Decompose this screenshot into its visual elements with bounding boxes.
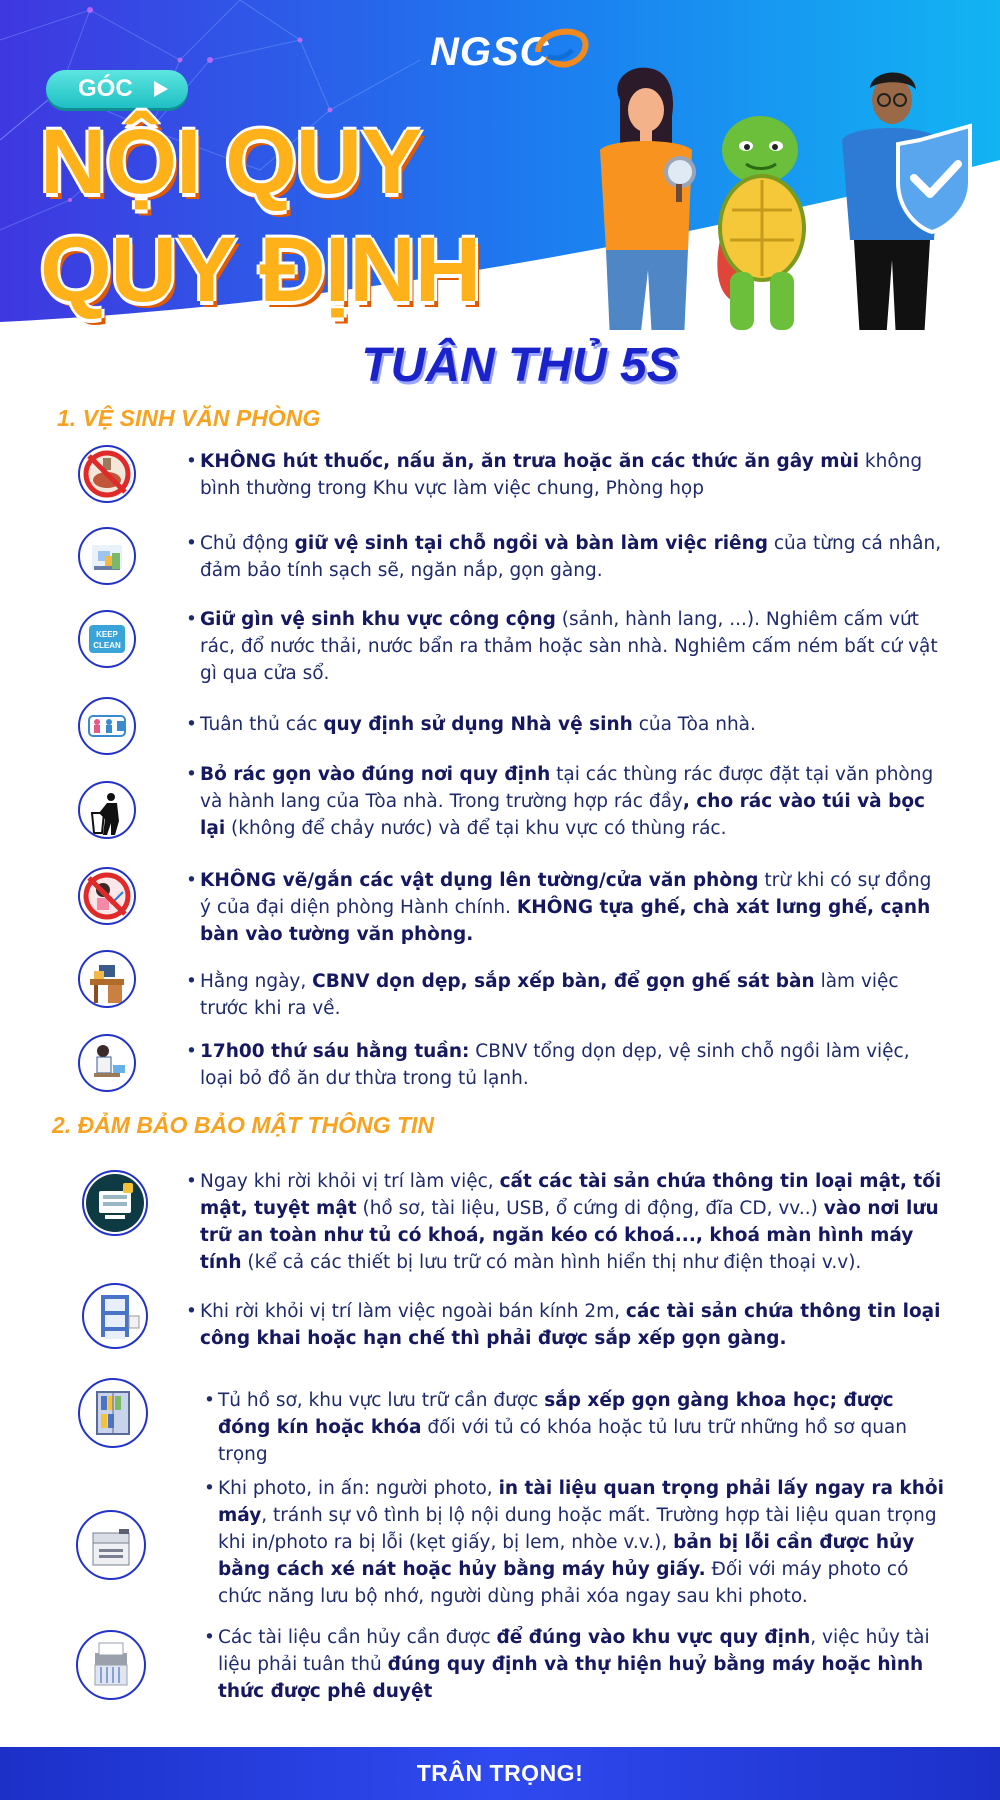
rule-text — [186, 711, 944, 738]
rule-icon-circle — [78, 781, 136, 839]
rule-text — [186, 968, 944, 1022]
rule-text-normal: Đối với máy photo có chức năng lưu bộ nhớ, người dùng phải xóa ngay sau khi photo. — [218, 1559, 909, 1607]
woman-with-magnifier-icon — [600, 68, 694, 330]
toilet-sign-icon — [80, 699, 134, 753]
rule-text — [186, 1168, 944, 1276]
rule-text-bold: các tài sản chứa thông tin loại công khai hoặc hạn chế thì phải được sắp xếp gọn gàng. — [200, 1301, 941, 1349]
rule-icon-circle — [78, 610, 136, 668]
bullet-icon: • — [186, 971, 197, 992]
person-cleaning-icon — [80, 1036, 134, 1090]
rule-text-normal: tại các thùng rác được đặt tại văn phòng và hành lang của Tòa nhà. Trong trường hợp rác đầy — [200, 764, 934, 812]
bullet-icon: • — [186, 609, 197, 630]
rule-icon-circle — [76, 1510, 146, 1580]
rule-text — [204, 1475, 946, 1610]
photocopier-icon — [78, 1512, 144, 1578]
no-smoking-food-icon — [80, 447, 134, 501]
rule-text-bold: 17h00 thứ sáu hằng tuần: — [200, 1041, 470, 1062]
rule-text-normal: Các tài liệu cần hủy cần được — [218, 1627, 497, 1648]
office-desk-icon — [80, 952, 134, 1006]
rule-text — [186, 867, 944, 948]
rule-text — [186, 761, 944, 842]
rule-icon-circle — [78, 527, 136, 585]
rule-text-bold: , cho rác vào túi và bọc lại — [200, 791, 926, 839]
rule-text-normal: (kể cả các thiết bị lưu trữ có màn hình hiển thị như điện thoại v.v). — [241, 1252, 862, 1273]
play-triangle-icon — [154, 81, 168, 97]
rule-icon-circle — [78, 445, 136, 503]
rule-text-normal: của từng cá nhân, đảm bảo tính sạch sẽ, ngăn nắp, gọn gàng. — [200, 533, 942, 581]
rule-text-bold: KHÔNG vẽ/gắn các vật dụng lên tường/cửa văn phòng — [200, 870, 759, 891]
rule-text-normal: làm việc trước khi ra về. — [200, 971, 899, 1019]
rule-text-bold: để đúng vào khu vực quy định — [496, 1627, 811, 1648]
bullet-icon: • — [204, 1478, 215, 1499]
rule-text-normal: , tránh sự vô tình bị lộ nội dung hoặc mất. Trường hợp tài liệu quan trọng khi in/photo ra bị lỗi (kẹt giấy, bị lem, nhòe v.v.), — [218, 1505, 937, 1553]
trash-disposal-icon — [80, 783, 134, 837]
rule-text-bold: KHÔNG hút thuốc, nấu ăn, ăn trưa hoặc ăn các thức ăn gây mùi — [200, 451, 860, 472]
rule-text-normal: Khi rời khỏi vị trí làm việc ngoài bán kính 2m, — [200, 1301, 626, 1322]
footer-banner — [0, 1747, 1000, 1800]
rule-text-bold: giữ vệ sinh tại chỗ ngồi và bàn làm việc riêng — [294, 533, 768, 554]
rule-text-normal: không bình thường trong Khu vực làm việc chung, Phòng họp — [200, 451, 923, 499]
rule-text-bold: vào nơi lưu trữ an toàn như tủ có khoá, ngăn kéo có khoá..., khoá màn hình máy tính — [200, 1198, 939, 1273]
rule-text — [204, 1387, 946, 1468]
rule-text-bold: sắp xếp gọn gàng khoa học; được đóng kín hoặc khóa — [218, 1390, 894, 1438]
bullet-icon: • — [204, 1627, 215, 1648]
rule-text-bold: in tài liệu quan trọng phải lấy ngay ra khỏi máy — [218, 1478, 944, 1526]
rule-icon-circle — [76, 1630, 146, 1700]
rule-text-normal: Ngay khi rời khỏi vị trí làm việc, — [200, 1171, 500, 1192]
paper-shredder-icon — [78, 1632, 144, 1698]
rule-text-bold: quy định sử dụng Nhà vệ sinh — [323, 714, 633, 735]
rule-text-normal: CBNV tổng dọn dẹp, vệ sinh chỗ ngồi làm việc, loại bỏ đồ ăn dư thừa trong tủ lạnh. — [200, 1041, 910, 1089]
svg-text:KEEP: KEEP — [96, 630, 118, 639]
page-title-line2: QUY ĐỊNH — [40, 219, 481, 321]
rule-text — [186, 606, 944, 687]
rule-icon-circle — [82, 1170, 148, 1236]
rule-icon-circle — [78, 697, 136, 755]
bullet-icon: • — [186, 451, 197, 472]
rule-text — [186, 1038, 944, 1092]
rule-text-normal: (không để chảy nước) và để tại khu vực có thùng rác. — [225, 818, 727, 839]
turtle-mascot-icon — [717, 116, 804, 330]
bullet-icon: • — [186, 1301, 197, 1322]
bullet-icon: • — [186, 1041, 197, 1062]
rule-text — [186, 448, 944, 502]
mascot-illustration — [580, 60, 980, 330]
rule-text — [186, 1298, 944, 1352]
rule-text-normal: Chủ động — [200, 533, 295, 554]
rule-text-normal: Hằng ngày, — [200, 971, 313, 992]
rule-icon-circle — [78, 950, 136, 1008]
ngsc-logo: NGSC — [430, 30, 550, 74]
no-wall-drawing-icon — [80, 869, 134, 923]
desk-workspace-icon — [80, 529, 134, 583]
bookshelf-cabinet-icon — [80, 1380, 146, 1446]
rule-icon-circle — [78, 1378, 148, 1448]
bullet-icon: • — [204, 1390, 215, 1411]
rule-text-bold: CBNV dọn dẹp, sắp xếp bàn, để gọn ghế sát bàn — [312, 971, 815, 992]
bullet-icon: • — [186, 714, 197, 735]
keep-clean-sign-icon — [80, 612, 134, 666]
rule-text-normal: trừ khi có sự đồng ý của đại diện phòng Hành chính. — [200, 870, 932, 918]
page-title-line1: NỘI QUY — [40, 111, 422, 213]
bullet-icon: • — [186, 764, 197, 785]
rule-text-normal: Khi photo, in ấn: người photo, — [218, 1478, 499, 1499]
rule-text — [186, 530, 944, 584]
rule-text-bold: Bỏ rác gọn vào đúng nơi quy định — [200, 764, 551, 785]
rule-text-bold: KHÔNG tựa ghế, chà xát lưng ghế, cạnh bàn vào tường văn phòng. — [200, 897, 931, 945]
section2-heading: 2. ĐẢM BẢO BẢO MẬT THÔNG TIN — [52, 1112, 435, 1138]
rule-text-bold: bản bị lỗi cần được hủy bằng cách xé nát hoặc hủy bằng máy hủy giấy. — [218, 1532, 915, 1580]
rule-text-normal: (hồ sơ, tài liệu, USB, ổ cứng di động, đĩa CD, vv..) — [356, 1198, 824, 1219]
man-with-shield-icon — [842, 73, 970, 331]
locked-computer-icon — [84, 1172, 146, 1234]
goc-badge — [46, 70, 188, 108]
bullet-icon: • — [186, 1171, 197, 1192]
rule-text-normal: Tủ hồ sơ, khu vực lưu trữ cần được — [218, 1390, 545, 1411]
rule-icon-circle — [78, 867, 136, 925]
header-banner — [0, 0, 1000, 330]
rule-icon-circle — [82, 1283, 148, 1349]
rule-text-bold: đúng quy định và thự hiện huỷ bằng máy hoặc hình thức được phê duyệt — [218, 1654, 924, 1702]
goc-badge-label: GÓC — [78, 75, 133, 102]
rule-text-normal: Tuân thủ các — [200, 714, 324, 735]
rule-text-normal: của Tòa nhà. — [632, 714, 756, 735]
svg-text:CLEAN: CLEAN — [93, 641, 121, 650]
rule-text-bold: cất các tài sản chứa thông tin loại mật, tối mật, tuyệt mật — [200, 1171, 942, 1219]
section1-heading: 1. VỆ SINH VĂN PHÒNG — [57, 405, 321, 431]
bullet-icon: • — [186, 533, 197, 554]
filing-cabinet-icon — [84, 1285, 146, 1347]
rule-text — [204, 1624, 946, 1705]
bullet-icon: • — [186, 870, 197, 891]
rule-text-normal: , việc hủy tài liệu phải tuân thủ — [218, 1627, 930, 1675]
rule-icon-circle — [78, 1034, 136, 1092]
subtitle: TUÂN THỦ 5S — [361, 339, 679, 392]
rule-text-normal: đối với tủ có khóa hoặc tủ lưu trữ những hồ sơ quan trọng — [218, 1417, 907, 1465]
footer-text: TRÂN TRỌNG! — [416, 1760, 584, 1786]
rule-text-normal: (sảnh, hành lang, ...). Nghiêm cấm vứt rác, đổ nước thải, nước bẩn ra thảm hoặc sàn nhà. Nghiêm cấm ném bất cứ vật gì qua cửa sổ. — [200, 609, 938, 684]
rule-text-bold: Giữ gìn vệ sinh khu vực công cộng — [200, 609, 556, 630]
